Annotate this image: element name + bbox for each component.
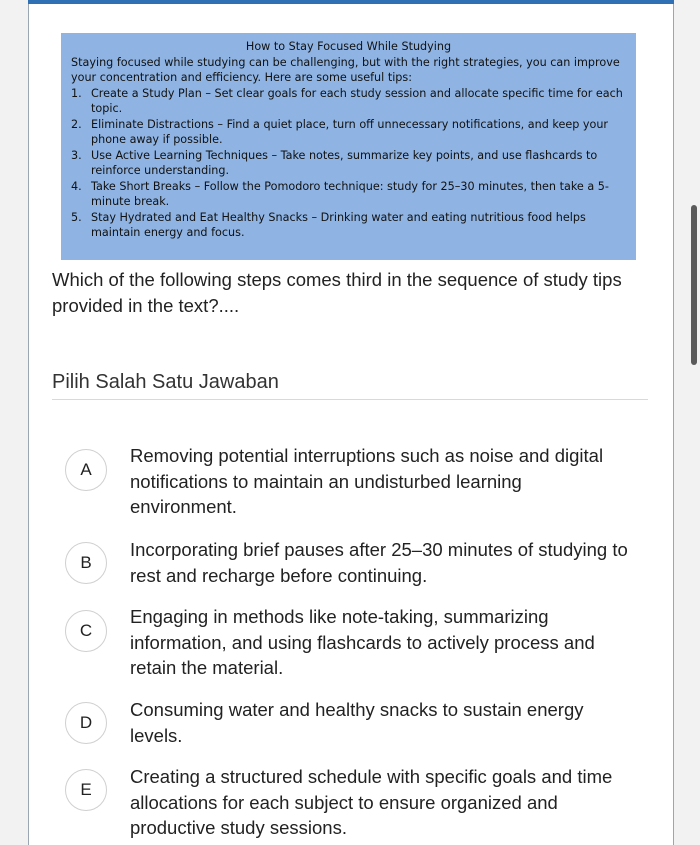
option-letter-badge[interactable]: E	[65, 769, 107, 811]
option-text[interactable]: Engaging in methods like note-taking, summarizing information, and using flashcards to actively process and retain the material.	[130, 606, 595, 678]
section-divider	[52, 399, 648, 400]
option-text[interactable]: Incorporating brief pauses after 25–30 minutes of studying to rest and recharge before continuing.	[130, 539, 628, 586]
option-text[interactable]: Removing potential interruptions such as noise and digital notifications to maintain an undisturbed learning environment.	[130, 445, 604, 517]
answer-option-e[interactable]	[52, 764, 652, 844]
tip-item	[71, 179, 626, 210]
answer-option-d[interactable]	[52, 697, 652, 752]
tip-item	[71, 148, 626, 179]
tip-number: 4.	[71, 179, 82, 193]
option-letter-badge[interactable]: A	[65, 449, 107, 491]
tip-text: Create a Study Plan – Set clear goals for each study session and allocate specific time for each topic.	[91, 86, 623, 115]
tip-number: 5.	[71, 210, 82, 224]
tip-item	[71, 86, 626, 117]
question-text: Which of the following steps comes third in the sequence of study tips provided in the text?....	[52, 269, 622, 316]
tip-text: Stay Hydrated and Eat Healthy Snacks – Drinking water and eating nutritious food helps maintain energy and focus.	[91, 210, 586, 239]
answer-option-c[interactable]	[52, 604, 652, 684]
tip-number: 2.	[71, 117, 82, 131]
tip-text: Take Short Breaks – Follow the Pomodoro technique: study for 25–30 minutes, then take a 5-minute break.	[91, 179, 609, 208]
reading-passage	[61, 33, 636, 260]
option-letter-badge[interactable]: D	[65, 702, 107, 744]
passage-title: How to Stay Focused While Studying	[245, 40, 452, 53]
tip-item	[71, 117, 626, 148]
scrollbar[interactable]	[691, 205, 697, 365]
tip-item	[71, 210, 626, 241]
option-letter-badge[interactable]: C	[65, 610, 107, 652]
tip-text: Use Active Learning Techniques – Take notes, summarize key points, and use flashcards to reinforce understanding.	[91, 148, 598, 177]
tips-list	[71, 86, 626, 241]
answer-option-a[interactable]	[52, 443, 652, 523]
answer-option-b[interactable]	[52, 537, 652, 592]
tip-number: 3.	[71, 148, 82, 162]
top-accent-bar	[28, 0, 674, 4]
option-text[interactable]: Creating a structured schedule with specific goals and time allocations for each subject to ensure organized and productive study sessions.	[130, 766, 613, 838]
passage-intro: Staying focused while studying can be challenging, but with the right strategies, you can improve your concentration and efficiency. Here are some useful tips:	[71, 55, 620, 84]
option-text[interactable]: Consuming water and healthy snacks to sustain energy levels.	[130, 699, 584, 746]
tip-number: 1.	[71, 86, 82, 100]
option-letter-badge[interactable]: B	[65, 542, 107, 584]
tip-text: Eliminate Distractions – Find a quiet place, turn off unnecessary notifications, and keep your phone away if possible.	[91, 117, 609, 146]
answer-section-heading: Pilih Salah Satu Jawaban	[52, 371, 279, 393]
